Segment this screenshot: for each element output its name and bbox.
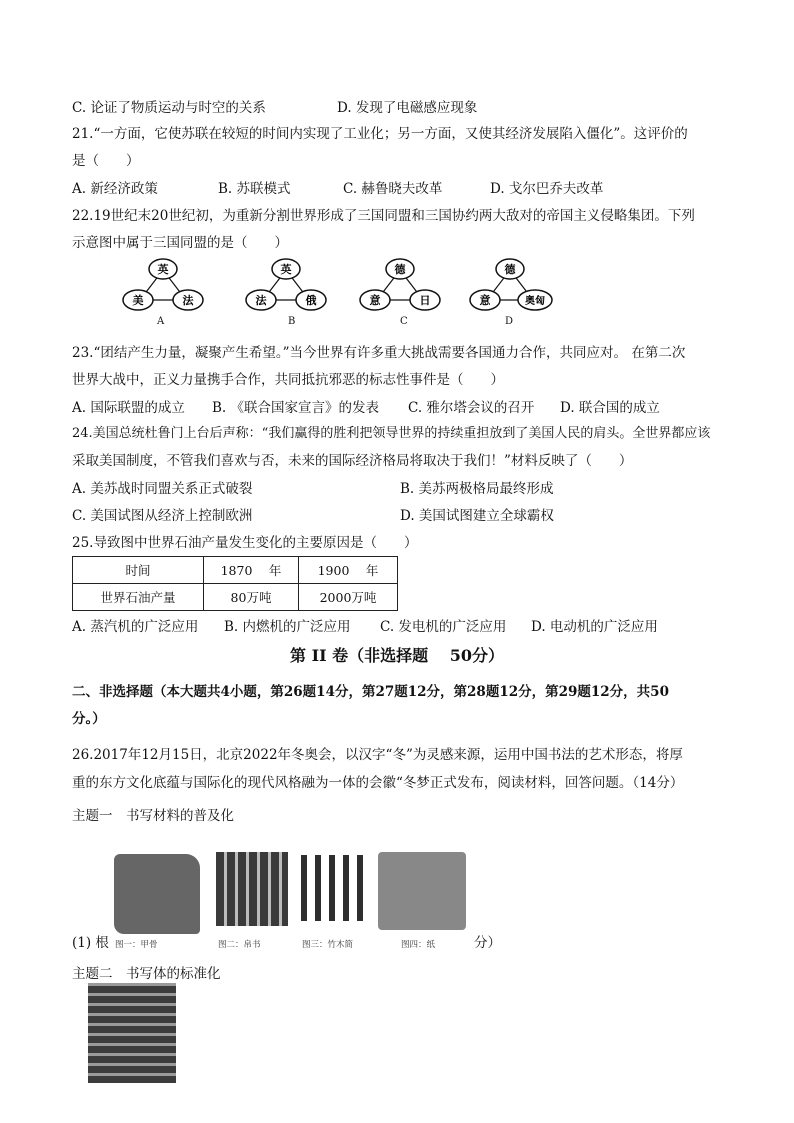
q23-option-b: B. 《联合国家宣言》的发表 xyxy=(212,400,380,416)
q23-option-a: A. 国际联盟的成立 xyxy=(72,400,185,416)
node-right: 俄 xyxy=(305,294,317,307)
bamboo-slips-image xyxy=(301,855,371,921)
diagram-label-d: D xyxy=(505,316,514,327)
q25-option-d: D. 电动机的广泛应用 xyxy=(531,619,658,635)
q23-stem-line2: 世界大战中，正义力量携手合作，共同抵抗邪恶的标志性事件是（ ） xyxy=(72,372,504,388)
q24-option-a: A. 美苏战时同盟关系正式破裂 xyxy=(72,481,253,497)
node-left: 意 xyxy=(369,294,381,307)
section2-heading-line1: 二、非选择题（本大题共4小题，第26题14分，第27题12分，第28题12分，第29题12分，共50 xyxy=(72,684,669,700)
table-cell: 时间 xyxy=(73,557,204,584)
table-row xyxy=(73,557,398,584)
node-top: 英 xyxy=(280,263,292,276)
node-right: 法 xyxy=(182,294,194,307)
q25-stem: 25.导致图中世界石油产量发生变化的主要原因是（ ） xyxy=(72,535,418,551)
q26-sub1-suffix: 分） xyxy=(474,935,501,951)
q26-stem-line2: 重的东方文化底蕴与国际化的现代风格融为一体的会徽“冬梦正式发布，阅读材料，回答问题。（14分） xyxy=(72,775,684,791)
node-top: 英 xyxy=(157,263,169,276)
table-row xyxy=(73,584,398,611)
figure3-caption: 图三：竹木简 xyxy=(302,940,354,950)
oil-production-table xyxy=(72,556,398,611)
node-left: 意 xyxy=(479,294,491,307)
section2-heading-line2: 分。） xyxy=(72,711,106,727)
diagram-label-a: A xyxy=(157,316,165,327)
q21-option-b: B. 苏联模式 xyxy=(218,181,291,197)
node-left: 法 xyxy=(255,294,267,307)
table-cell: 2000万吨 xyxy=(299,584,398,611)
q20-option-d: D. 发现了电磁感应现象 xyxy=(337,100,478,116)
node-top: 德 xyxy=(504,263,516,276)
q25-option-b: B. 内燃机的广泛应用 xyxy=(224,619,351,635)
q24-option-b: B. 美苏两极格局最终形成 xyxy=(400,481,554,497)
paper-document-image xyxy=(378,852,466,930)
q26-stem-line1: 26.2017年12月15日，北京2022年冬奥会，以汉字“冬”为灵感来源，运用中国书法的艺术形态，将厚 xyxy=(72,747,683,763)
alliance-diagram-c xyxy=(355,256,445,316)
q20-option-c: C. 论证了物质运动与时空的关系 xyxy=(72,100,266,116)
q23-option-d: D. 联合国的成立 xyxy=(560,400,660,416)
q26-sub1-prefix: (1) 根 xyxy=(72,935,109,951)
theme2-heading: 主题二 书写体的标准化 xyxy=(72,966,221,982)
diagram-label-c: C xyxy=(400,316,408,327)
alliance-diagram-d xyxy=(465,256,555,316)
q23-option-c: C. 雅尔塔会议的召开 xyxy=(408,400,535,416)
q24-stem-line1: 24.美国总统杜鲁门上台后声称：“我们赢得的胜利把领导世界的持续重担放到了美国人民的肩头。全世界都应该 xyxy=(72,426,711,441)
figure1-caption: 图一：甲骨 xyxy=(115,940,158,950)
alliance-diagram-b xyxy=(241,256,331,316)
q21-option-c: C. 赫鲁晓夫改革 xyxy=(343,181,443,197)
q24-option-d: D. 美国试图建立全球霸权 xyxy=(400,508,554,524)
q23-stem-line1: 23.“团结产生力量，凝聚产生希望。”当今世界有许多重大挑战需要各国通力合作，共同应对。 在第二次 xyxy=(72,345,686,361)
stone-inscription-image xyxy=(88,983,176,1083)
q22-stem-line1: 22.19世纪末20世纪初，为重新分割世界形成了三国同盟和三国协约两大敌对的帝国主义侵略集团。下列 xyxy=(72,208,695,224)
silk-manuscript-image xyxy=(216,852,288,926)
q21-stem-line2: 是（ ） xyxy=(72,153,140,169)
q24-stem-line2: 采取美国制度，不管我们喜欢与否，未来的国际经济格局将取决于我们！”材料反映了（ ） xyxy=(72,453,633,469)
q25-option-c: C. 发电机的广泛应用 xyxy=(380,619,507,635)
alliance-diagram-a xyxy=(118,256,208,316)
node-left: 美 xyxy=(132,294,144,307)
theme1-heading: 主题一 书写材料的普及化 xyxy=(72,808,234,824)
node-right: 日 xyxy=(419,294,431,307)
q22-stem-line2: 示意图中属于三国同盟的是（ ） xyxy=(72,235,288,251)
q21-option-d: D. 戈尔巴乔夫改革 xyxy=(490,181,604,197)
diagram-label-b: B xyxy=(288,316,296,327)
node-right: 奥匈 xyxy=(525,296,545,307)
node-top: 德 xyxy=(394,263,406,276)
part2-title: 第 II 卷（非选择题 50分） xyxy=(290,646,504,665)
q24-option-c: C. 美国试图从经济上控制欧洲 xyxy=(72,508,253,524)
q21-stem-line1: 21.“一方面，它使苏联在较短的时间内实现了工业化；另一方面，又使其经济发展陷入僵化”。这评价的 xyxy=(72,126,688,142)
figure4-caption: 图四：纸 xyxy=(401,940,436,950)
table-cell: 1870 年 xyxy=(204,557,299,584)
figure2-caption: 图二：帛书 xyxy=(218,940,261,950)
q25-option-a: A. 蒸汽机的广泛应用 xyxy=(72,619,199,635)
table-cell: 1900 年 xyxy=(299,557,398,584)
oracle-bone-image xyxy=(114,854,200,934)
table-cell: 世界石油产量 xyxy=(73,584,204,611)
q21-option-a: A. 新经济政策 xyxy=(72,181,158,197)
table-cell: 80万吨 xyxy=(204,584,299,611)
